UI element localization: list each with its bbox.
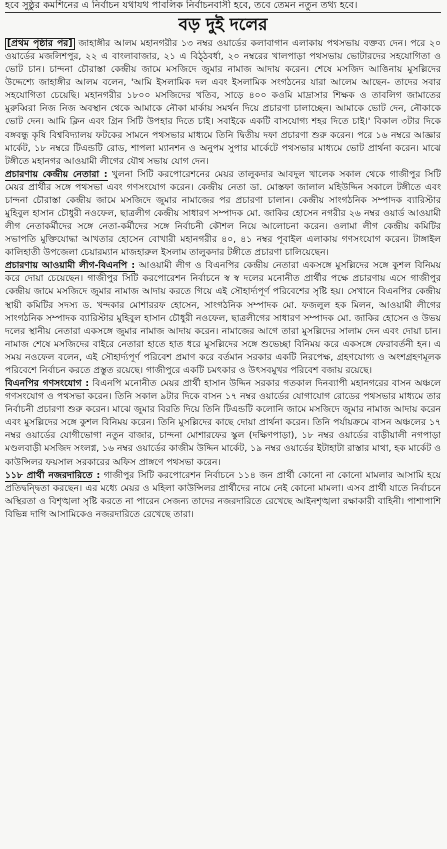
previous-article-tail: হবে সুষ্ঠুর কমশিনের এ নির্বাচন যথাযথ পাবলিক নির্বাচনবাসী হবে, তবে তেমন নতুন তথ্য হবে। — [5, 0, 441, 13]
subheading: ১১৮ প্রার্থী নজরদারিতে : — [5, 470, 101, 481]
article-body — [5, 38, 441, 843]
article-paragraph — [5, 470, 441, 522]
subheading: প্রচারণায় আওয়ামী লীগ-বিএনপি : — [5, 261, 135, 272]
paragraph-text: গাজীপুর সিটি করপোরেশন নির্বাচনে ১১৪ জন প্রার্থী কোনো না কোনো মামলার আসামি হয়ে প্রতিদ্বন্দ্বিতা করছেন। এর মধ্যে মেয়র ও মহিলা কাউন্সিলর প্রার্থীদের নামে নেই কোনো মামলা। এসব প্রার্থী যাতে নির্বাচনে অস্থিরতা ও বিশৃঙ্খলা সৃষ্টি করতে না পারেন সেজন্য তাদের নজরদারিতে রেখেছে আইনশৃঙ্খলা রক্ষাকারী বাহিনী। পাশাপাশি বিভিন্ন দাগি আসামিকেও নজরদারিতে রেখেছে তারা। — [5, 470, 441, 520]
article-paragraph — [5, 260, 441, 378]
article-paragraph — [5, 169, 441, 261]
paragraph-text: আওয়ামী লীগ ও বিএনপির কেন্দ্রীয় নেতারা একসঙ্গে মুসল্লিদের সঙ্গে কুশল বিনিময় করে দোয়া চেয়েছেন। গাজীপুর সিটি করপোরেশন নির্বাচনে স্ব স্ব দলের মনোনীত প্রার্থীর পক্ষে প্রচারণায় এসে গাজীপুর কেন্দ্রীয় জামে মসজিদে জুমার নামাজ আদায় করতে গিয়ে এই সৌহার্দ্যপূর্ণ পরিবেশের সৃষ্টি হয়। সেখানে বিএনপির কেন্দ্রীয় স্থায়ী কমিটির সদস্য ড. খন্দকার মোশাররফ হোসেন, সাংগঠনিক সম্পাদক মো. ফজলুল হক মিলন, আওয়ামী লীগের সাংগঠনিক সম্পাদক ব্যারিস্টার মুহিবুল হাসান চৌধুরী নওফেল, ছাত্রলীগের সাধারণ সম্পাদক মো. জাকির হোসেন ও উভয় দলের স্থানীয় নেতারা একসঙ্গে জুমার নামাজ আদায় করেন। নামাজের আগে তারা মুসল্লিদের সালাম দেন এবং দোয়া চান। নামাজ শেষে মসজিদের বাইরে নেতারা হাতে হাত ধরে মুসল্লিদের সঙ্গে শুভেচ্ছা বিনিময় করে একসঙ্গে ফেরাবর্তনী হন। এ সময় নওফেল বলেন, এই সৌহার্দ্যপূর্ণ পরিবেশ প্রমাণ করে বর্তমান সরকার একটি নিরপেক্ষ, গ্রহণযোগ্য ও অংশগ্রহণমূলক পরিবেশে নির্বাচন করতে প্রস্তুত রয়েছে। গাজীপুরে একটি চমৎকার ও উৎসবমুখর পরিবেশ বজায় রয়েছে। — [5, 261, 441, 376]
subheading: প্রচারণায় কেন্দ্রীয় নেতারা : — [5, 169, 108, 180]
article-paragraph — [5, 38, 441, 169]
paragraph-text: খুলনা সিটি করপোরেশনের মেয়র তালুকদার আবদুল খালেক সকাল থেকে গাজীপুর সিটি মেয়র প্রার্থীর সঙ্গে পথসভা এবং গণসংযোগ করেন। কেন্দ্রীয় নেতা ডা. মোস্তফা জালাল মহিউদ্দিন সকালে টঙ্গীতে এবং চান্দনা চৌরাস্তা কেন্দ্রীয় জামে মসজিদে জুমার নামাজের পর প্রচারণা চালান। কেন্দ্রীয় সাংগঠনিক সম্পাদক ব্যারিস্টার মুহিবুল হাসান চৌধুরী নওফেল, ছাত্রলীগ কেন্দ্রীয় সাধারণ সম্পাদক মো. জাকির হোসেন নগরীর ২৬ নম্বর ওয়ার্ড আওয়ামী লীগ নেতাকর্মীদের সঙ্গে নেতা-কর্মীদের সঙ্গে নির্বাচনী কৌশল নিয়ে আলোচনা করেন। ওলামা লীগ কেন্দ্রীয় কমিটির সভাপতি মুক্তিযোদ্ধা আখতার হোসেন বোখারী মহানগরীর ৪০, ৪১ নম্বর পূবাইল এলাকায় গণসংযোগ করেন। টাঙ্গাইল কালিহাতী উপজেলা চেয়ারম্যান মাজহারুল ইসলাম তালুকদার টঙ্গীতে প্রচারণা চালিয়েছেন। — [5, 169, 441, 259]
subheading: বিএনপির গণসংযোগ : — [5, 379, 90, 390]
continued-from-tag: [প্রথম পৃষ্ঠার পর] — [7, 39, 73, 49]
paragraph-text: জাহাঙ্গীর আলম মহানগরীর ১৩ নম্বর ওয়ার্ডের কলাবাগান এলাকায় পথসভায় বক্তব্য দেন। পরে ২০ ওয়ার্ডের মজলিশপুর, ২২ এ বাংলাবাজার, ২১ এ বিঠ্ঠবর্ধা, ২০ নম্বরের খালপাড়া পথসভায় ভোটারদের সহযোগিতা ও ভোট চান। চান্দনা চৌরাস্তা কেন্দ্রীয় জামে মসজিদে জুমার নামাজ আদায় করেন। শেষে মসজিদ আঙিনায় মুসল্লিদের উদ্দেশ্যে জাহাঙ্গীর আলম বলেন, 'আমি ইসলামিক দল এবং ইসলামিক সংগঠনের যারা আলেম আছেন- তাদের সবার সহযোগিতা চেয়েছি। মহানগরীর ১৮০০ মসজিদের খতিব, সাড়ে ৪০০ কওমি মাদ্রাসার শিক্ষক ও তাবলিগ জামাতের মুরুব্বিরা নিজ নিজ অবস্থান থেকে আমাকে নৌকা মার্কায় সমর্থন দিয়ে প্রচারণা চালাচ্ছেন। আমাকে ভোট দেন, নৌকাকে ভোট দেন। আমি ক্লিন এবং গ্রিন সিটি উপহার দিতে চাই। সবাইকে একটি বাসযোগ্য শহর দিতে চাই।' বিকাল ৩টার দিকে বঙ্গবন্ধু কৃষি বিশ্ববিদ্যালয় ফটকের সামনে পথসভার মাধ্যমে তিনি দ্বিতীয় দফা প্রচারণা শুরু করেন। পরে ১৬ নম্বরে আজ্ঞার মার্কেট, ১৮ নম্বরে টিএন্ডটি রোড, শাপলা ম্যানশন ও অনুপম সুপার মার্কেটে পথসভার মাধ্যমে ভোট প্রার্থনা করেন। মাঝে টঙ্গীতে মহানগর আওয়ামী লীগের যৌথ সভায় যোগ দেন। — [5, 39, 441, 167]
article-headline: বড় দুই দলের — [178, 15, 268, 35]
paragraph-text: বিএনপি মনোনীত মেয়র প্রার্থী হাসান উদ্দিন সরকার গতকাল দিনব্যাপী মহানগরের বাসন অঞ্চলে গণসংযোগ ও পথসভা করেন। তিনি সকাল ৯টার দিকে বাসন ১৭ নম্বর ওয়ার্ডের যোগাযোগ রোডের পথসভার মাধ্যমে তার নির্বাচনী প্রচারণা শুরু করেন। মাঝে জুমার বিরতি দিয়ে তিনি টিএন্ডটি কলোনি জামে মসজিদে জুমার নামাজ আদায় করেন এবং মুসল্লিদের সঙ্গে কুশল বিনিময় করেন। তিনি মুসল্লিদের কাছে দোয়া প্রার্থনা করেন। তিনি পর্যায়ক্রমে বাসন অঞ্চলের ১৭ নম্বর ওয়ার্ডের যোগীভোগা নতুন বাজার, চান্দনা মোশারফের স্কুল (দক্ষিণপাড়া), ১৮ নম্বর ওয়ার্ডের বাড়ীয়ালী নগপাড়া মণ্ডলবাড়ী মসজিদ সংলগ্ন, ১৬ নম্বর ওয়ার্ডের কাজীম উদ্দিন মার্কেট, ১৯ নম্বর ওয়ার্ডের ইটাহাটা রাস্তার মাথা, হক মার্কেট ও কাউন্সিলর ফয়সাল সরকারের অফিস প্রাঙ্গণে পথসভা করেন। — [5, 379, 441, 468]
article-paragraph — [5, 378, 441, 470]
